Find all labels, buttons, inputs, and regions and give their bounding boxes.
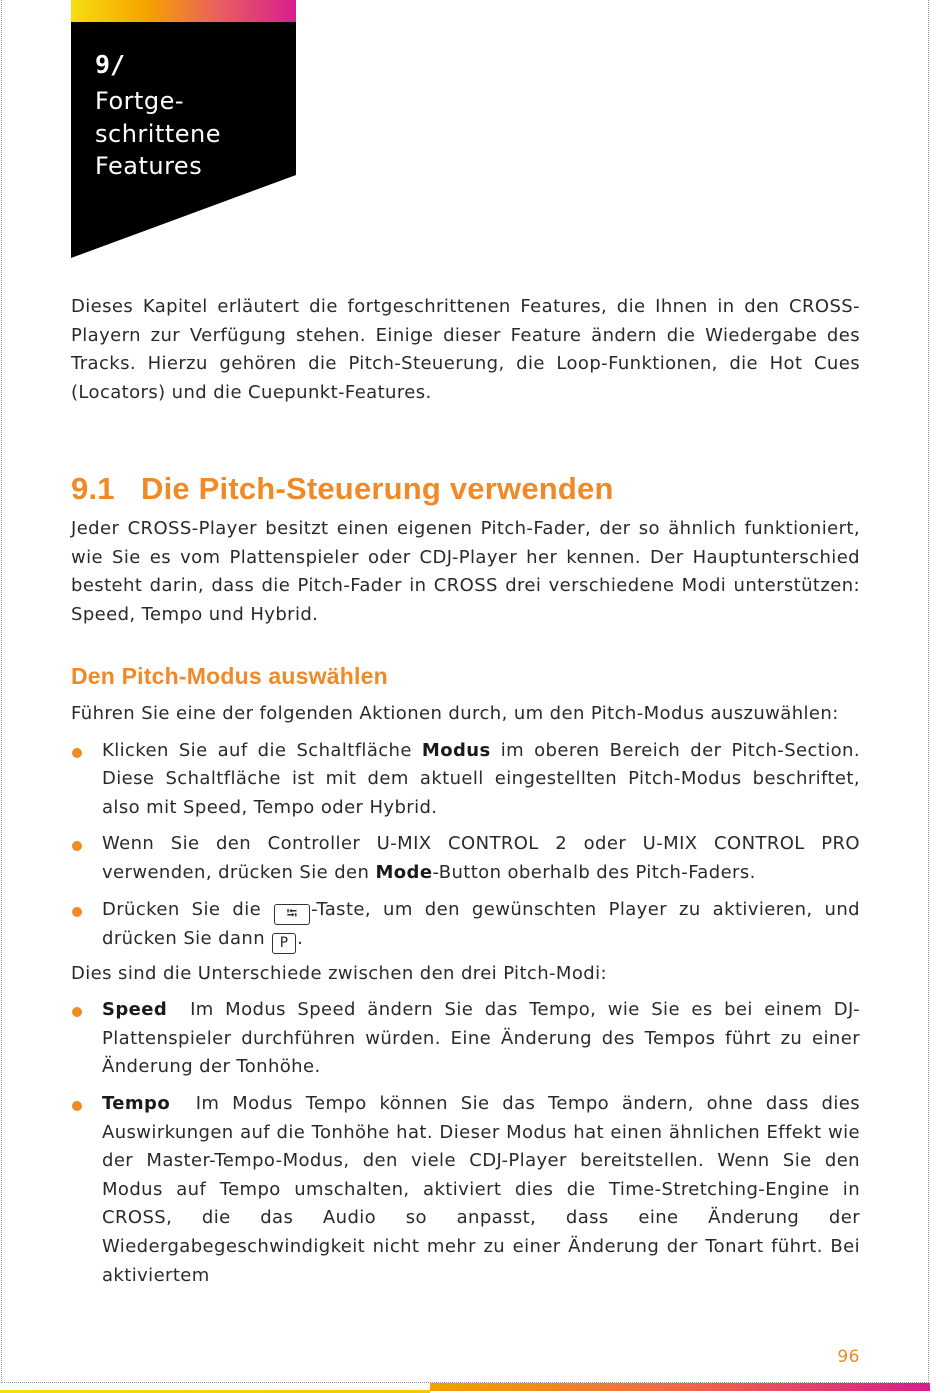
chapter-title: Fortge- schrittene Features xyxy=(95,87,222,180)
section-number: 9.1 xyxy=(71,471,115,506)
chapter-tab xyxy=(71,0,296,258)
section-paragraph: Jeder CROSS-Player besitzt einen eigenen Pitch-Fader, der so ähnlich funktioniert, wie Sie es vom Plattenspieler oder CDJ-Player her kennen. Der Hauptunterschied besteht darin, dass die Pitch-Fader in CROSS drei verschiedene Modi unterstützen: Speed, Tempo und Hybrid. xyxy=(71,518,860,625)
subsection-intro: Führen Sie eine der folgenden Aktionen durch, um den Pitch-Modus auszuwählen: xyxy=(71,703,839,724)
list-item: Drücken Sie die ⭾ -Taste, um den gewünschten Player zu aktivieren, und drücken Sie dann P . xyxy=(71,896,860,954)
tab-key-icon: ⭾ xyxy=(274,904,310,925)
modes-intro: Dies sind die Unterschiede zwischen den drei Pitch-Modi: xyxy=(71,962,607,984)
bullet-dot xyxy=(72,1007,82,1017)
list-item: Klicken Sie auf die Schaltfläche Modus im oberen Bereich der Pitch-Section. Diese Schaltfläche ist mit dem aktuell eingestellten Pitch-Modus beschriftet, also mit Speed, Tempo oder Hybrid. xyxy=(71,737,860,823)
p-key-icon: P xyxy=(272,933,296,954)
mode-name-speed: Speed xyxy=(102,999,168,1021)
list-item: Tempo Im Modus Tempo können Sie das Tempo ändern, ohne dass dies Auswirkungen auf die Tonhöhe hat. Dieser Modus hat einen ähnlichen Effekt wie der Master-Tempo-Modus, den viele CDJ-Player bereitstellen. Wenn Sie den Modus auf Tempo umschalten, aktiviert dies die Time-Stretching-Engine in CROSS, die das Audio so anpasst, dass eine Änderung der Wiedergabegeschwindigkeit nicht mehr zu einer Änderung der Tonart führt. Bei aktiviertem xyxy=(71,1090,860,1290)
intro-paragraph: Dieses Kapitel erläutert die fortgeschrittenen Features, die Ihnen in den CROSS-Playern zur Verfügung stehen. Einige dieser Feature ändern die Wiedergabe des Tracks. Hierzu gehören die Pitch-Steuerung, die Loop-Funktionen, die Hot Cues (Locators) und die Cuepunkt-Features. xyxy=(71,296,860,403)
bullet-dot xyxy=(72,748,82,758)
list-item: Speed Im Modus Speed ändern Sie das Tempo, wie Sie es bei einem DJ-Plattenspieler durchführen würden. Eine Änderung des Tempos führt zu einer Änderung der Tonhöhe. xyxy=(71,996,860,1082)
bullet-dot xyxy=(72,841,82,851)
pitch-modes-list xyxy=(71,996,860,1290)
chapter-number: 9/ xyxy=(95,50,126,79)
bottom-gradient-bar xyxy=(430,1383,930,1391)
subsection-heading: Den Pitch-Modus auswählen xyxy=(71,663,388,689)
chapter-tab-gradient xyxy=(71,0,296,22)
intro-block xyxy=(71,293,860,407)
mode-name-tempo: Tempo xyxy=(102,1092,171,1114)
pitch-mode-actions-list xyxy=(71,737,860,954)
mode-label: Mode xyxy=(375,861,433,883)
subsection-pitch-mode xyxy=(71,661,860,1298)
section-9-1 xyxy=(71,469,860,629)
section-title: Die Pitch-Steuerung verwenden xyxy=(141,471,614,506)
page-number: 96 xyxy=(837,1347,860,1367)
bullet-dot xyxy=(72,907,82,917)
section-heading xyxy=(71,469,860,509)
list-item: Wenn Sie den Controller U-MIX CONTROL 2 oder U-MIX CONTROL PRO verwenden, drücken Sie den Mode-Button oberhalb des Pitch-Faders. xyxy=(71,830,860,887)
bullet-dot xyxy=(72,1101,82,1111)
modus-label: Modus xyxy=(421,739,491,761)
